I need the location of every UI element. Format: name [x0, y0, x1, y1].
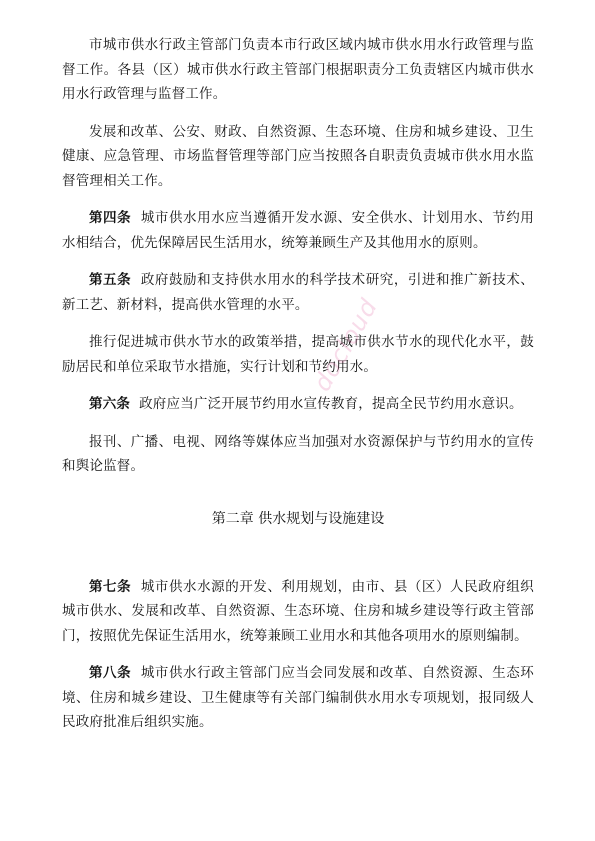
chapter-title: 第二章 供水规划与设施建设 [211, 510, 385, 527]
paragraph-text: 城市供水用水应当遵循开发水源、安全供水、计划用水、节约用水相结合，优先保障居民生活用水，统筹兼顾生产及其他用水的原则。 [62, 210, 535, 251]
paragraph-text: 发展和改革、公安、财政、自然资源、生态环境、住房和城乡建设、卫生健康、应急管理、市场监督管理等部门应当按照各自职责负责城市供水用水监督管理相关工作。 [62, 123, 534, 189]
article-number: 第四条 [89, 210, 132, 226]
article-5 [62, 268, 534, 317]
paragraph-7 [62, 430, 534, 479]
paragraph-text: 推行促进城市供水节水的政策举措，提高城市供水节水的现代化水平，鼓励居民和单位采取节水措施，实行计划和节约用水。 [62, 334, 534, 375]
paragraph-2 [62, 120, 534, 194]
article-number: 第五条 [89, 272, 132, 288]
article-number: 第八条 [89, 665, 132, 681]
watermark: docloud [308, 293, 384, 396]
paragraph-text: 市城市供水行政主管部门负责本市行政区域内城市供水用水行政管理与监督工作。各县（区）城市供水行政主管部门根据职责分工负责辖区内城市供水用水行政管理与监督工作。 [62, 37, 534, 102]
article-7 [62, 575, 534, 649]
paragraph-5 [62, 330, 534, 379]
paragraph-1 [62, 33, 534, 107]
document-body [62, 33, 534, 748]
article-8 [62, 661, 534, 735]
paragraph-text: 政府鼓励和支持供水用水的科学技术研究，引进和推广新技术、新工艺、新材料，提高供水管理的水平。 [62, 272, 535, 313]
article-4 [62, 206, 534, 255]
paragraph-text: 城市供水水源的开发、利用规划，由市、县（区）人民政府组织城市供水、发展和改革、自然资源、生态环境、住房和城乡建设等行政主管部门，按照优先保证生活用水，统筹兼顾工业用水和其他各项用水的原则编制。 [62, 578, 535, 644]
article-number: 第七条 [89, 578, 132, 595]
paragraph-text: 城市供水行政主管部门应当会同发展和改革、自然资源、生态环境、住房和城乡建设、卫生健康等有关部门编制供水用水专项规划，报同级人民政府批准后组织实施。 [62, 665, 535, 730]
article-number: 第六条 [89, 396, 131, 412]
paragraph-text: 政府应当广泛开展节约用水宣传教育，提高全民节约用水意识。 [139, 396, 523, 412]
article-6 [62, 392, 534, 417]
paragraph-text: 报刊、广播、电视、网络等媒体应当加强对水资源保护与节约用水的宣传和舆论监督。 [62, 433, 534, 474]
